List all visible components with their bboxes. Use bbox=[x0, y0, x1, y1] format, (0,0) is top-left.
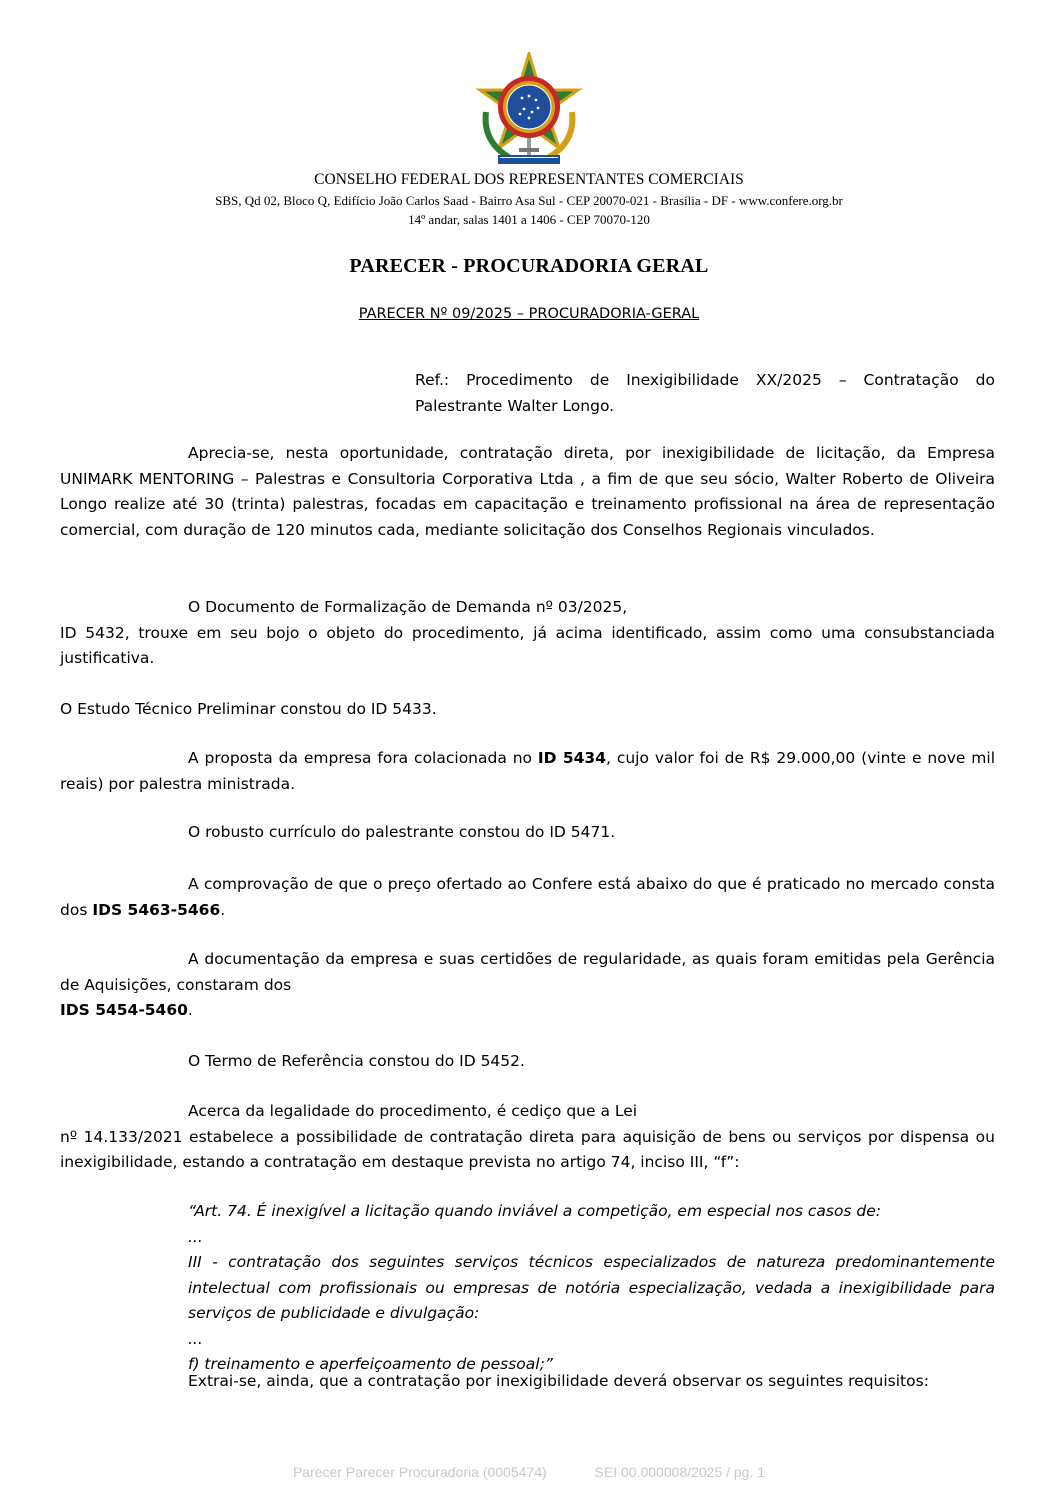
paragraph-curriculo-id: ID 5471 bbox=[549, 823, 611, 841]
paragraph-preco-id: IDS 5463-5466 bbox=[92, 900, 221, 919]
footer-document-label: Parecer Parecer Procuradoria (0005474) bbox=[292, 1464, 547, 1480]
paragraph-intro: Aprecia-se, nesta oportunidade, contratação direta, por inexigibilidade de licitação, da Empresa UNIMARK MENTORING – Palestras e Consultoria Corporativa Ltda , a fim de que seu sócio, Walter Roberto de Oliveira Longo realize até 30 (trinta) palestras, focadas em capacitação e treinamento profissional na área de representação comercial, com duração de 120 minutos cada, mediante solicitação dos Conselhos Regionais vinculados. bbox=[60, 444, 995, 539]
paragraph-preco-end: . bbox=[220, 900, 226, 919]
paragraph-dfd-first-line: O Documento de Formalização de Demanda nº 03/2025, bbox=[188, 598, 628, 616]
document-title: PARECER - PROCURADORIA GERAL bbox=[349, 255, 709, 277]
paragraph-preco-text: A comprovação de que o preço ofertado ao Confere está abaixo do que é praticado no mercado consta dos bbox=[60, 875, 995, 919]
paragraph-documentacao-end: . bbox=[187, 1001, 193, 1019]
footer-page-label: SEI 00.000008/2025 / pg. 1 bbox=[594, 1464, 766, 1480]
paragraph-proposta-text: A proposta da empresa fora colacionada no bbox=[188, 749, 533, 767]
paragraph-curriculo-text: O robusto currículo do palestrante constou do bbox=[188, 823, 545, 841]
quote-ellipsis-2: ... bbox=[188, 1329, 203, 1348]
quote-line-2: III - contratação dos seguintes serviços técnicos especializados de natureza predominantemente intelectual com profissionais ou empresas de notória especialização, vedada a inexigibilidade para serviços de publicidade e divulgação: bbox=[188, 1253, 995, 1322]
paragraph-legalidade-first-line: Acerca da legalidade do procedimento, é cediço que a Lei bbox=[188, 1102, 638, 1120]
paragraph-termo-text: O Termo de Referência constou do bbox=[188, 1052, 455, 1070]
law-quote bbox=[188, 1199, 995, 1378]
page-footer bbox=[0, 1464, 1058, 1480]
paragraph-legalidade bbox=[60, 1099, 995, 1176]
reference-block: Ref.: Procedimento de Inexigibilidade XX/2025 – Contratação do Palestrante Walter Longo. bbox=[415, 371, 995, 415]
quote-ellipsis-1: ... bbox=[188, 1227, 203, 1246]
address-line-1: SBS, Qd 02, Bloco Q, Edifício João Carlos Saad - Bairro Asa Sul - CEP 20070-021 - Brasília - DF - www.confere.org.br bbox=[215, 193, 843, 208]
paragraph-documentacao-id: IDS 5454-5460 bbox=[60, 1001, 188, 1019]
paragraph-etp-end: . bbox=[431, 700, 437, 718]
quote-line-1: “Art. 74. É inexigível a licitação quando inviável a competição, em especial nos casos de: bbox=[188, 1202, 882, 1220]
paragraph-termo-end: . bbox=[520, 1052, 525, 1070]
paragraph-preco bbox=[60, 872, 995, 923]
paragraph-etp bbox=[60, 697, 995, 723]
paragraph-proposta-text-2: , cujo valor foi de R$ 29.000,00 (vinte e nove mil reais) por palestra ministrada. bbox=[60, 749, 995, 793]
paragraph-documentacao-text: A documentação da empresa e suas certidões de regularidade, as quais foram emitidas pela Gerência de Aquisições, constaram dos bbox=[60, 950, 995, 994]
paragraph-dfd bbox=[60, 595, 995, 672]
paragraph-proposta-id: ID 5434 bbox=[537, 749, 607, 767]
paragraph-proposta bbox=[60, 746, 995, 797]
paragraph-requisitos: Extrai-se, ainda, que a contratação por inexigibilidade deverá observar os seguintes requisitos: bbox=[188, 1372, 929, 1390]
paragraph-etp-text: O Estudo Técnico Preliminar constou do bbox=[60, 700, 366, 718]
paragraph-termo-id: ID 5452 bbox=[459, 1052, 521, 1070]
brazil-coat-of-arms-icon bbox=[474, 52, 584, 170]
paragraph-documentacao-id-line bbox=[60, 998, 995, 1024]
address-line-2: 14º andar, salas 1401 a 1406 - CEP 70070-120 bbox=[408, 212, 650, 227]
quote-line-3: f) treinamento e aperfeiçoamento de pessoal;” bbox=[188, 1355, 553, 1373]
document-subtitle bbox=[0, 305, 1058, 323]
paragraph-documentacao bbox=[60, 947, 995, 1024]
subtitle-text: PARECER Nº 09/2025 – PROCURADORIA-GERAL bbox=[358, 306, 700, 322]
paragraph-etp-id: ID 5433 bbox=[370, 700, 432, 718]
paragraph-termo bbox=[60, 1049, 995, 1075]
paragraph-curriculo-end: . bbox=[610, 823, 616, 841]
organization-name: CONSELHO FEDERAL DOS REPRESENTANTES COMERCIAIS bbox=[314, 171, 744, 188]
paragraph-dfd-rest: ID 5432, trouxe em seu bojo o objeto do procedimento, já acima identificado, assim como uma consubstanciada justificativa. bbox=[60, 623, 995, 667]
paragraph-curriculo bbox=[60, 820, 995, 846]
paragraph-legalidade-rest: nº 14.133/2021 estabelece a possibilidade de contratação direta para aquisição de bens ou serviços por dispensa ou inexigibilidade, estando a contratação em destaque prevista no artigo 74, inciso III, “f”: bbox=[60, 1127, 995, 1171]
